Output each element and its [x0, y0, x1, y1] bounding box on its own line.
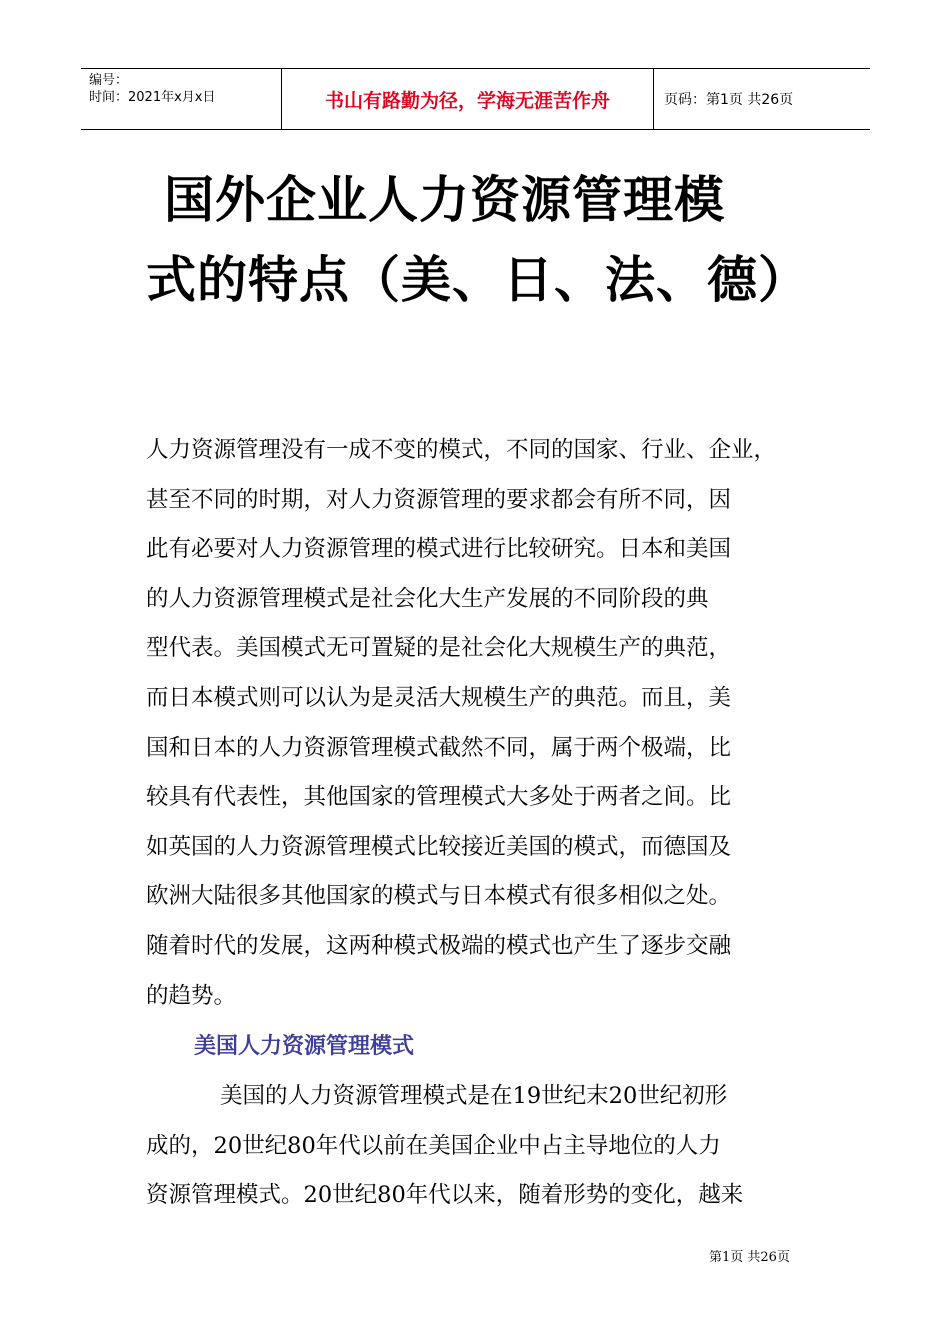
paragraph-line: 欧洲大陆很多其他国家的模式与日本模式有很多相似之处。	[146, 883, 732, 910]
paragraph-line: 随着时代的发展，这两种模式极端的模式也产生了逐步交融	[146, 932, 732, 959]
paragraph-line: 成的，20世纪80年代以前在美国企业中占主导地位的人力	[146, 1132, 721, 1159]
paragraph-line: 人力资源管理没有一成不变的模式，不同的国家、行业、企业，	[146, 437, 777, 463]
number-label: 编号：	[89, 73, 129, 88]
paragraph-line: 而日本模式则可以认为是灵活大规模生产的典范。而且，美	[146, 684, 732, 711]
title-line-1: 国外企业人力资源管理模	[164, 171, 725, 229]
document-header	[81, 68, 870, 130]
header-page-info: 页码：第1页 共26页	[664, 92, 794, 108]
paragraph-line: 美国的人力资源管理模式是在19世纪末20世纪初形	[220, 1083, 728, 1109]
page-footer: 第1页 共26页	[709, 1250, 790, 1265]
title-line-2: 式的特点（美、日、法、德）	[146, 251, 809, 309]
section-heading: 美国人力资源管理模式	[194, 1034, 415, 1059]
paragraph-line: 的人力资源管理模式是社会化大生产发展的不同阶段的典	[146, 585, 709, 612]
paragraph-line: 甚至不同的时期，对人力资源管理的要求都会有所不同，因	[146, 486, 732, 513]
paragraph-line: 型代表。美国模式无可置疑的是社会化大规模生产的典范，	[146, 635, 732, 662]
time-label: 时间：2021年x月x日	[89, 90, 216, 105]
header-meta	[81, 69, 281, 129]
header-motto: 书山有路勤为径，学海无涯苦作舟	[281, 69, 654, 129]
paragraph-line: 资源管理模式。20世纪80年代以来，随着形势的变化，越来	[146, 1182, 744, 1209]
paragraph-line: 国和日本的人力资源管理模式截然不同，属于两个极端，比	[146, 734, 732, 761]
paragraph-line: 较具有代表性，其他国家的管理模式大多处于两者之间。比	[146, 784, 732, 811]
paragraph-line: 的趋势。	[146, 982, 237, 1009]
paragraph-2	[146, 1072, 816, 1221]
paragraph-line: 此有必要对人力资源管理的模式进行比较研究。日本和美国	[146, 536, 732, 563]
document-title	[146, 160, 826, 320]
paragraph-1	[146, 426, 816, 1021]
paragraph-line: 如英国的人力资源管理模式比较接近美国的模式，而德国及	[146, 833, 732, 860]
